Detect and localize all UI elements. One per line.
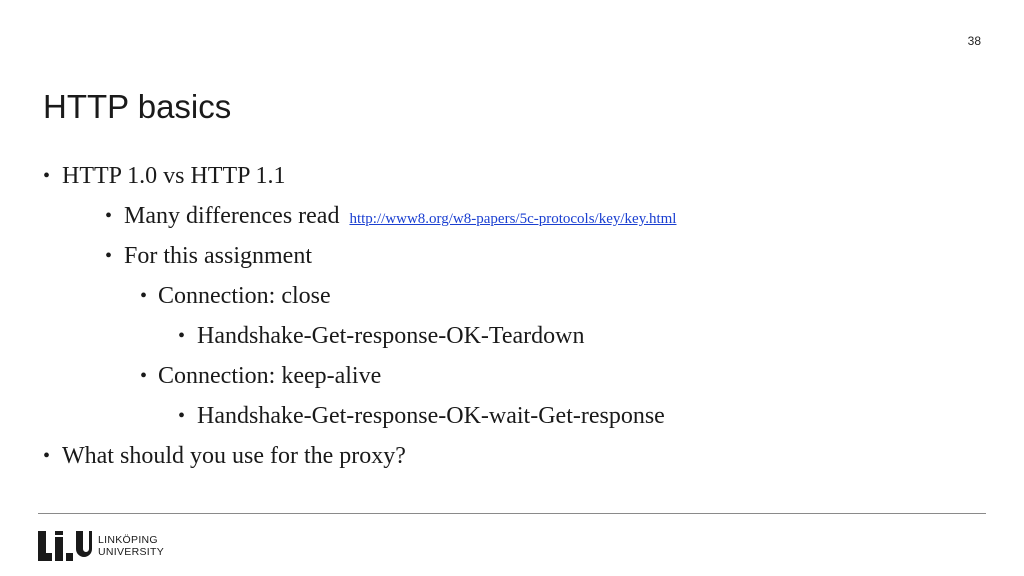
- bullet-text: What should you use for the proxy?: [62, 443, 406, 469]
- bullet-list: [43, 156, 984, 476]
- bullet-dot: •: [43, 445, 51, 467]
- key-paper-link[interactable]: http://www8.org/w8-papers/5c-protocols/key/key.html: [349, 211, 677, 227]
- bullet-close-sequence: [43, 316, 984, 356]
- bullet-text: Connection: close: [158, 283, 331, 309]
- footer-divider: [38, 513, 986, 514]
- bullet-dot: •: [43, 165, 51, 187]
- logo-line-1: LINKÖPING: [98, 534, 158, 546]
- slide-number: 38: [967, 34, 981, 48]
- bullet-keep-alive-sequence: [43, 396, 984, 436]
- bullet-dot: •: [178, 405, 186, 427]
- bullet-many-differences: [43, 196, 984, 236]
- logo-wordmark: [98, 534, 164, 558]
- bullet-connection-close: [43, 276, 984, 316]
- bullet-text: For this assignment: [124, 243, 313, 269]
- bullet-text: Connection: keep-alive: [158, 363, 382, 389]
- logo-line-2: UNIVERSITY: [98, 546, 165, 558]
- bullet-connection-keep-alive: [43, 356, 984, 396]
- bullet-dot: •: [140, 365, 148, 387]
- bullet-dot: •: [178, 325, 186, 347]
- liu-logo-icon: [38, 531, 92, 561]
- university-logo: [38, 530, 164, 562]
- bullet-text: Handshake-Get-response-OK-wait-Get-response: [197, 403, 665, 429]
- bullet-dot: •: [105, 245, 113, 267]
- bullet-proxy-question: [43, 436, 984, 476]
- bullet-http-versions: [43, 156, 984, 196]
- bullet-text: Handshake-Get-response-OK-Teardown: [197, 323, 585, 349]
- slide-title: HTTP basics: [43, 88, 232, 125]
- bullet-assignment: [43, 236, 984, 276]
- bullet-text: HTTP 1.0 vs HTTP 1.1: [62, 163, 286, 189]
- bullet-text: Many differences read: [124, 203, 340, 229]
- bullet-dot: •: [140, 285, 148, 307]
- bullet-dot: •: [105, 205, 113, 227]
